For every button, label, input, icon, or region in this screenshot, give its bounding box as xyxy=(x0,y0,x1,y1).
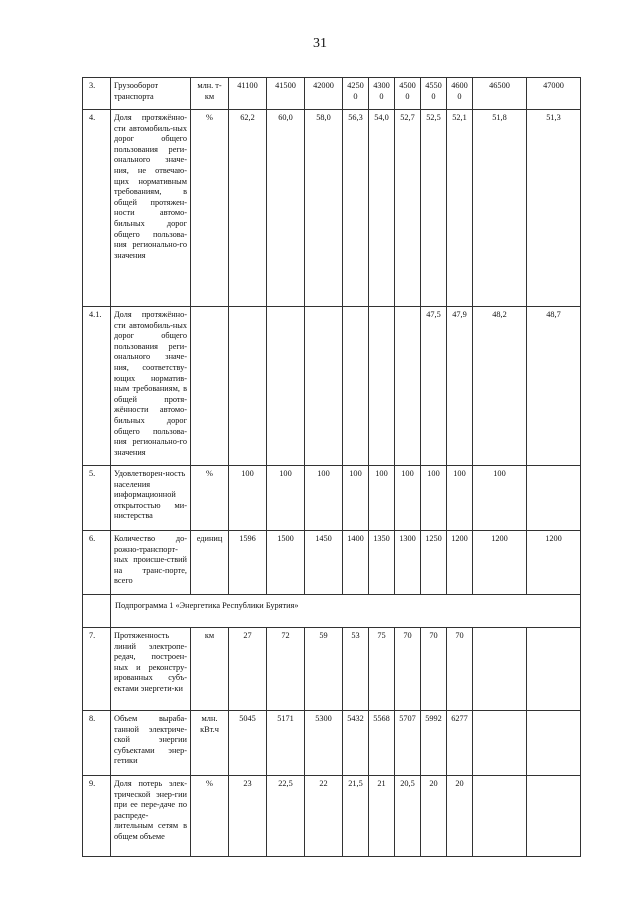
value-cell: 100 xyxy=(447,466,473,531)
value-cell: 1300 xyxy=(395,531,421,595)
value-cell: 5568 xyxy=(369,711,395,776)
table-row xyxy=(83,110,581,307)
value-cell xyxy=(267,307,305,466)
value-cell: 47000 xyxy=(527,78,581,110)
unit-cell: км xyxy=(191,628,229,711)
table-row xyxy=(83,78,581,110)
row-number: 7. xyxy=(83,628,111,711)
table-row xyxy=(83,628,581,711)
value-cell: 100 xyxy=(343,466,369,531)
unit-cell: % xyxy=(191,466,229,531)
value-cell xyxy=(229,307,267,466)
value-cell xyxy=(527,466,581,531)
table-row xyxy=(83,531,581,595)
row-number: 4.1. xyxy=(83,307,111,466)
indicator-name: Протяженность линий электропе-редач, построен-ных и реконстру-ированных субъ-ектами энергети-ки xyxy=(111,628,191,711)
table-row xyxy=(83,307,581,466)
row-number: 6. xyxy=(83,531,111,595)
value-cell: 100 xyxy=(369,466,395,531)
value-cell: 5992 xyxy=(421,711,447,776)
value-cell xyxy=(527,776,581,857)
table-row xyxy=(83,711,581,776)
unit-cell: млн. т-км xyxy=(191,78,229,110)
value-cell: 51,3 xyxy=(527,110,581,307)
value-cell: 47,5 xyxy=(421,307,447,466)
unit-cell: % xyxy=(191,110,229,307)
value-cell: 100 xyxy=(395,466,421,531)
value-cell: 1450 xyxy=(305,531,343,595)
value-cell: 1400 xyxy=(343,531,369,595)
value-cell: 5045 xyxy=(229,711,267,776)
indicator-name: Объем выраба-танной электриче-ской энергии субъектами энер-гетики xyxy=(111,711,191,776)
value-cell: 59 xyxy=(305,628,343,711)
value-cell: 100 xyxy=(421,466,447,531)
value-cell: 4300 0 xyxy=(369,78,395,110)
indicator-name: Количество до-рожно-транспорт-ных происше-ствий на транс-порте, всего xyxy=(111,531,191,595)
value-cell: 22,5 xyxy=(267,776,305,857)
row-number: 4. xyxy=(83,110,111,307)
value-cell: 52,7 xyxy=(395,110,421,307)
value-cell: 4250 0 xyxy=(343,78,369,110)
value-cell: 23 xyxy=(229,776,267,857)
value-cell: 51,8 xyxy=(473,110,527,307)
value-cell: 100 xyxy=(267,466,305,531)
table-cell xyxy=(83,595,111,628)
value-cell: 1200 xyxy=(447,531,473,595)
row-number: 9. xyxy=(83,776,111,857)
value-cell: 41100 xyxy=(229,78,267,110)
value-cell: 27 xyxy=(229,628,267,711)
value-cell: 20,5 xyxy=(395,776,421,857)
value-cell: 100 xyxy=(229,466,267,531)
value-cell: 1596 xyxy=(229,531,267,595)
table-row xyxy=(83,466,581,531)
page-number: 31 xyxy=(313,36,327,51)
indicator-name: Доля протяжённо-сти автомобиль-ных дорог общего пользования реги-онального значе-ния, соответству-ющих норматив-ным требованиям, в общей протя-жённости автомо-бильных дорог общего пользова-ния регионально-го значения xyxy=(111,307,191,466)
indicator-name: Доля протяжённо-сти автомобиль-ных дорог общего пользования реги-онального значе-ния, не отвечаю-щих нормативным требованиям, в общей протяжен-ности автомо-бильных дорог общего пользова-ния регионально-го значения xyxy=(111,110,191,307)
unit-cell: млн. кВт.ч xyxy=(191,711,229,776)
value-cell: 54,0 xyxy=(369,110,395,307)
row-number: 3. xyxy=(83,78,111,110)
value-cell: 5707 xyxy=(395,711,421,776)
value-cell: 4550 0 xyxy=(421,78,447,110)
subprogram-title: Подпрограмма 1 «Энергетика Республики Бурятия» xyxy=(111,595,581,628)
indicators-table xyxy=(82,77,581,857)
value-cell: 1200 xyxy=(527,531,581,595)
value-cell: 22 xyxy=(305,776,343,857)
value-cell: 70 xyxy=(421,628,447,711)
value-cell: 100 xyxy=(305,466,343,531)
value-cell: 1200 xyxy=(473,531,527,595)
value-cell xyxy=(343,307,369,466)
value-cell: 1250 xyxy=(421,531,447,595)
value-cell: 21,5 xyxy=(343,776,369,857)
unit-cell: % xyxy=(191,776,229,857)
value-cell: 5171 xyxy=(267,711,305,776)
value-cell: 6277 xyxy=(447,711,473,776)
value-cell: 52,1 xyxy=(447,110,473,307)
indicator-name: Грузооборот транспорта xyxy=(111,78,191,110)
value-cell xyxy=(395,307,421,466)
value-cell: 47,9 xyxy=(447,307,473,466)
value-cell: 4500 0 xyxy=(395,78,421,110)
row-number: 8. xyxy=(83,711,111,776)
value-cell: 48,7 xyxy=(527,307,581,466)
indicator-name: Удовлетворен-ность населения информационной открытостью ми-нистерства xyxy=(111,466,191,531)
value-cell: 1350 xyxy=(369,531,395,595)
value-cell xyxy=(473,711,527,776)
value-cell: 5432 xyxy=(343,711,369,776)
value-cell: 62,2 xyxy=(229,110,267,307)
value-cell: 100 xyxy=(473,466,527,531)
value-cell: 1500 xyxy=(267,531,305,595)
value-cell xyxy=(473,776,527,857)
value-cell xyxy=(369,307,395,466)
indicator-name: Доля потерь элек-трической энер-гии при ее пере-даче по распреде-лительным сетям в общем объеме xyxy=(111,776,191,857)
value-cell: 75 xyxy=(369,628,395,711)
subprogram-row xyxy=(83,595,581,628)
value-cell: 4600 0 xyxy=(447,78,473,110)
table-row xyxy=(83,776,581,857)
value-cell: 58,0 xyxy=(305,110,343,307)
value-cell xyxy=(527,628,581,711)
value-cell: 56,3 xyxy=(343,110,369,307)
value-cell: 46500 xyxy=(473,78,527,110)
value-cell: 72 xyxy=(267,628,305,711)
value-cell xyxy=(305,307,343,466)
value-cell xyxy=(527,711,581,776)
value-cell: 60,0 xyxy=(267,110,305,307)
value-cell: 53 xyxy=(343,628,369,711)
value-cell: 70 xyxy=(395,628,421,711)
value-cell: 21 xyxy=(369,776,395,857)
value-cell: 42000 xyxy=(305,78,343,110)
value-cell xyxy=(473,628,527,711)
value-cell: 5300 xyxy=(305,711,343,776)
value-cell: 52,5 xyxy=(421,110,447,307)
unit-cell: единиц xyxy=(191,531,229,595)
row-number: 5. xyxy=(83,466,111,531)
unit-cell xyxy=(191,307,229,466)
value-cell: 48,2 xyxy=(473,307,527,466)
value-cell: 70 xyxy=(447,628,473,711)
value-cell: 20 xyxy=(447,776,473,857)
value-cell: 41500 xyxy=(267,78,305,110)
value-cell: 20 xyxy=(421,776,447,857)
